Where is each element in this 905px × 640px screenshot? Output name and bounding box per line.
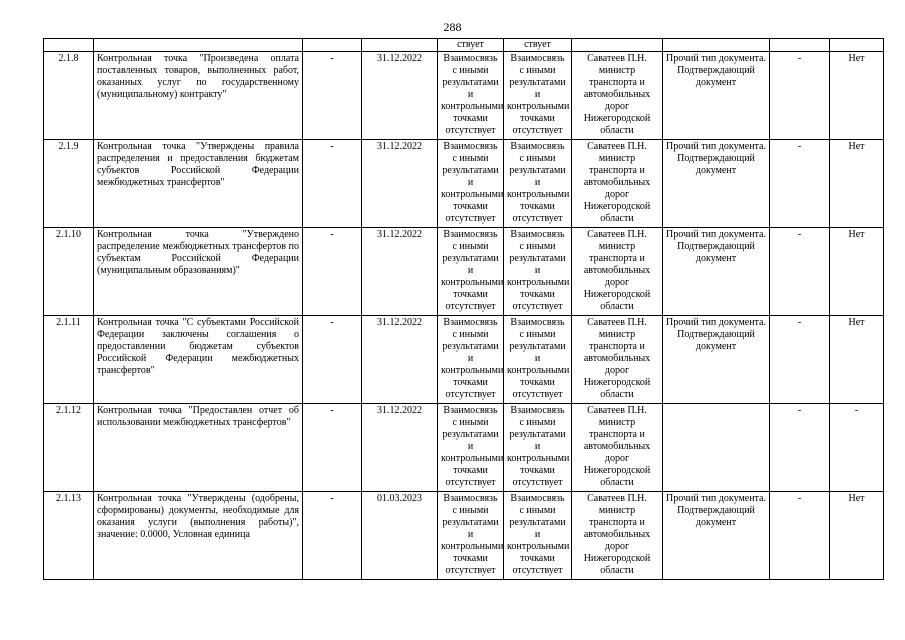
table-row: [44, 404, 884, 492]
cell-name: Контрольная точка "Утверждено распределение межбюджетных трансфертов по субъектам Российской Федерации (муниципальным образованиям)": [94, 228, 303, 316]
cell-link1: Взаимосвязь с иными результатами и контрольными точками отсутствует: [438, 492, 504, 580]
cell-link1: Взаимосвязь с иными результатами и контрольными точками отсутствует: [438, 404, 504, 492]
cell-responsible: Саватеев П.Н. министр транспорта и автомобильных дорог Нижегородской области: [572, 140, 663, 228]
cell-num: 2.1.10: [44, 228, 94, 316]
cell-link2: Взаимосвязь с иными результатами и контрольными точками отсутствует: [504, 140, 572, 228]
cell-gis: Нет: [830, 140, 884, 228]
cell-end: 31.12.2022: [362, 140, 438, 228]
cell-responsible: Саватеев П.Н. министр транспорта и автомобильных дорог Нижегородской области: [572, 52, 663, 140]
cell-num: [44, 39, 94, 52]
cell-num: 2.1.13: [44, 492, 94, 580]
cell-name: Контрольная точка "Утверждены (одобрены, сформированы) документы, необходимые для оказания услуги (выполнения работы)", значение: 0.0000, Условная единица: [94, 492, 303, 580]
cell-ref: -: [770, 316, 830, 404]
cell-doc: [663, 404, 770, 492]
cell-end: 31.12.2022: [362, 316, 438, 404]
cell-end: 31.12.2022: [362, 404, 438, 492]
cell-num: 2.1.8: [44, 52, 94, 140]
cell-start: -: [303, 404, 362, 492]
cell-link1: Взаимосвязь с иными результатами и контрольными точками отсутствует: [438, 52, 504, 140]
page-number: 288: [443, 20, 462, 34]
continuation-row: [44, 39, 884, 52]
cell-responsible: Саватеев П.Н. министр транспорта и автомобильных дорог Нижегородской области: [572, 404, 663, 492]
cell-link2: Взаимосвязь с иными результатами и контрольными точками отсутствует: [504, 52, 572, 140]
cell-num: 2.1.11: [44, 316, 94, 404]
cell-end: 31.12.2022: [362, 228, 438, 316]
cell-gis: [830, 39, 884, 52]
table-row: [44, 492, 884, 580]
cell-end: 31.12.2022: [362, 52, 438, 140]
cell-link2: Взаимосвязь с иными результатами и контрольными точками отсутствует: [504, 228, 572, 316]
cell-responsible: [572, 39, 663, 52]
cell-doc: [663, 39, 770, 52]
cell-start: -: [303, 228, 362, 316]
cell-responsible: Саватеев П.Н. министр транспорта и автомобильных дорог Нижегородской области: [572, 228, 663, 316]
cell-start: -: [303, 140, 362, 228]
cell-link2: Взаимосвязь с иными результатами и контрольными точками отсутствует: [504, 316, 572, 404]
table-row: [44, 228, 884, 316]
cell-num: 2.1.9: [44, 140, 94, 228]
cell-end: 01.03.2023: [362, 492, 438, 580]
cell-link1: Взаимосвязь с иными результатами и контрольными точками отсутствует: [438, 140, 504, 228]
cell-responsible: Саватеев П.Н. министр транспорта и автомобильных дорог Нижегородской области: [572, 316, 663, 404]
cell-name: Контрольная точка "Произведена оплата поставленных товаров, выполненных работ, оказанных услуг по государственному (муниципальному) контракту": [94, 52, 303, 140]
cell-doc: Прочий тип документа. Подтверждающий документ: [663, 228, 770, 316]
cell-num: 2.1.12: [44, 404, 94, 492]
cell-link1: Взаимосвязь с иными результатами и контрольными точками отсутствует: [438, 316, 504, 404]
cell-doc: Прочий тип документа. Подтверждающий документ: [663, 52, 770, 140]
cell-ref: -: [770, 404, 830, 492]
cell-end: [362, 39, 438, 52]
cell-doc: Прочий тип документа. Подтверждающий документ: [663, 316, 770, 404]
table-row: [44, 316, 884, 404]
cell-name: [94, 39, 303, 52]
cell-ref: -: [770, 52, 830, 140]
cell-gis: Нет: [830, 52, 884, 140]
cell-link2: Взаимосвязь с иными результатами и контрольными точками отсутствует: [504, 492, 572, 580]
cell-start: -: [303, 316, 362, 404]
cell-gis: Нет: [830, 228, 884, 316]
cell-ref: [770, 39, 830, 52]
cell-link2: ствует: [504, 39, 572, 52]
cell-doc: Прочий тип документа. Подтверждающий документ: [663, 492, 770, 580]
table-row: [44, 52, 884, 140]
cell-start: -: [303, 492, 362, 580]
cell-start: [303, 39, 362, 52]
cell-ref: -: [770, 492, 830, 580]
table-row: [44, 140, 884, 228]
cell-responsible: Саватеев П.Н. министр транспорта и автомобильных дорог Нижегородской области: [572, 492, 663, 580]
cell-link2: Взаимосвязь с иными результатами и контрольными точками отсутствует: [504, 404, 572, 492]
cell-name: Контрольная точка "С субъектами Российской Федерации заключены соглашения о предоставлении бюджетам субъектов Российской Федерации межбюджетных трансфертов": [94, 316, 303, 404]
cell-gis: -: [830, 404, 884, 492]
cell-gis: Нет: [830, 316, 884, 404]
control-points-table: [43, 38, 884, 580]
cell-start: -: [303, 52, 362, 140]
cell-ref: -: [770, 228, 830, 316]
cell-name: Контрольная точка "Предоставлен отчет об использовании межбюджетных трансфертов": [94, 404, 303, 492]
cell-ref: -: [770, 140, 830, 228]
cell-link1: Взаимосвязь с иными результатами и контрольными точками отсутствует: [438, 228, 504, 316]
cell-doc: Прочий тип документа. Подтверждающий документ: [663, 140, 770, 228]
cell-link1: ствует: [438, 39, 504, 52]
cell-gis: Нет: [830, 492, 884, 580]
cell-name: Контрольная точка "Утверждены правила распределения и предоставления бюджетам субъектов Российской Федерации межбюджетных трансфертов": [94, 140, 303, 228]
